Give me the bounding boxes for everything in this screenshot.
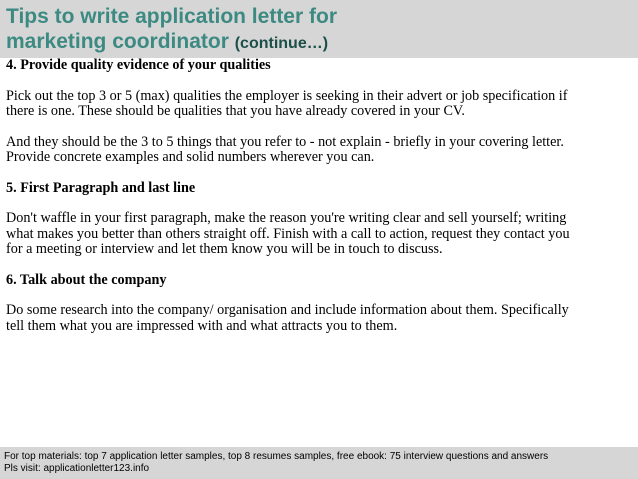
text-line: And they should be the 3 to 5 things that you refer to - not explain - briefly in your covering letter. [6, 133, 564, 150]
title-bar [0, 0, 638, 58]
text-line: Provide concrete examples and solid numbers wherever you can. [6, 149, 375, 165]
footer-link[interactable]: Pls visit: applicationletter123.info [4, 463, 150, 474]
text-line: Pick out the top 3 or 5 (max) qualities the employer is seeking in their advert or job specification if [6, 87, 568, 104]
footer-text: For top materials: top 7 application letter samples, top 8 resumes samples, free ebook: 75 interview questions and answers [4, 451, 549, 462]
title-line-1: Tips to write application letter for [6, 5, 337, 28]
footer-bar [0, 447, 638, 479]
section-4-paragraph-2 [6, 135, 632, 166]
text-line: for a meeting or interview and let them know you will be in touch to discuss. [6, 241, 443, 257]
text-line: what makes you better than others straight off. Finish with a call to action, request they contact you [6, 225, 570, 242]
article-body [6, 58, 632, 334]
text-line: Do some research into the company/ organisation and include information about them. Specifically [6, 302, 569, 318]
text-line: there is one. These should be qualities that you have already covered in your CV. [6, 103, 465, 119]
section-5-heading: 5. First Paragraph and last line [6, 179, 196, 196]
section-4-paragraph-1 [6, 89, 632, 120]
section-6-paragraph-1 [6, 303, 632, 334]
text-line: tell them what you are impressed with and what attracts you to them. [6, 317, 398, 334]
title-suffix: (continue…) [234, 35, 329, 52]
section-4-heading: 4. Provide quality evidence of your qualities [6, 57, 271, 73]
page-title [6, 4, 337, 56]
text-line: Don't waffle in your first paragraph, make the reason you're writing clear and sell yourself; writing [6, 210, 567, 226]
title-line-2: marketing coordinator [6, 30, 229, 53]
section-5-paragraph-1 [6, 211, 632, 258]
section-6-heading: 6. Talk about the company [6, 271, 167, 288]
